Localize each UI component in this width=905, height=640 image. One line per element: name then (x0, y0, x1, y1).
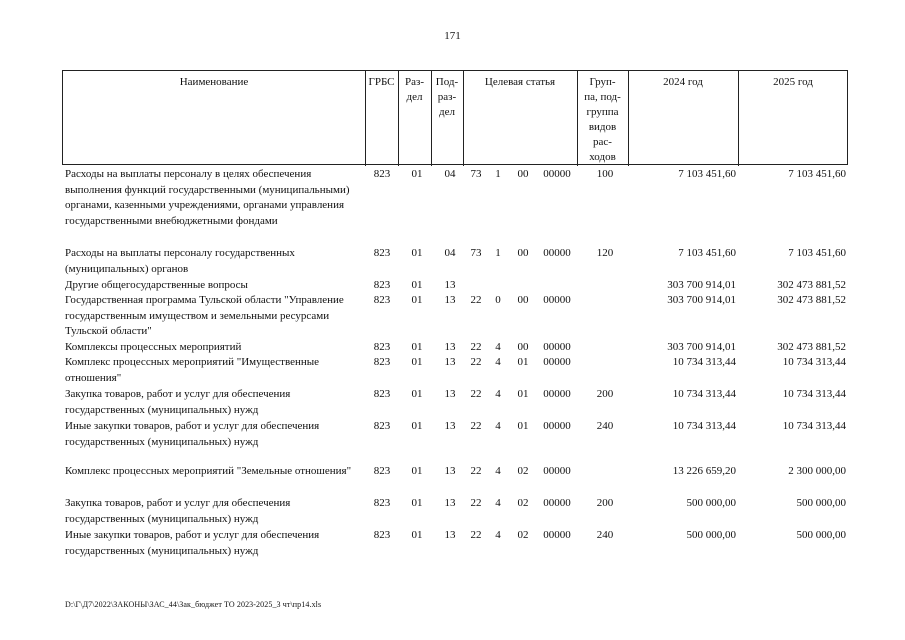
row-target-program: 22 (470, 465, 482, 477)
row-target-element: 01 (517, 356, 529, 368)
row-podrazdel: 13 (444, 465, 456, 477)
header-razdel: Раз- дел (404, 76, 424, 103)
row-target-program: 22 (470, 294, 482, 306)
row-razdel: 01 (411, 388, 423, 400)
row-amount-2025: 10 734 313,44 (782, 420, 846, 432)
row-razdel: 01 (411, 465, 423, 477)
row-grbs: 823 (373, 529, 391, 541)
row-razdel: 01 (411, 294, 423, 306)
row-grbs: 823 (373, 168, 391, 180)
row-amount-2025: 2 300 000,00 (788, 465, 846, 477)
row-grbs: 823 (373, 294, 391, 306)
row-target-direction: 00000 (543, 356, 571, 368)
row-grbs: 823 (373, 356, 391, 368)
row-podrazdel: 04 (444, 168, 456, 180)
row-amount-2024: 303 700 914,01 (667, 294, 736, 306)
header-group: Груп- па, под- группа видов рас- ходов (584, 76, 621, 163)
row-podrazdel: 13 (444, 497, 456, 509)
row-amount-2024: 7 103 451,60 (678, 247, 736, 259)
row-razdel: 01 (411, 356, 423, 368)
row-grbs: 823 (373, 247, 391, 259)
row-amount-2024: 500 000,00 (686, 529, 736, 541)
row-name: Государственная программа Тульской области "Управление государственным имуществом и земельными ресурсами Тульской области" (65, 294, 344, 337)
row-target-element: 01 (517, 388, 529, 400)
row-expense-group: 100 (596, 168, 614, 180)
row-target-subprogram: 1 (495, 247, 501, 259)
row-target-element: 00 (517, 341, 529, 353)
row-podrazdel: 13 (444, 388, 456, 400)
row-podrazdel: 13 (444, 279, 456, 291)
row-amount-2024: 10 734 313,44 (672, 420, 736, 432)
row-target-element: 02 (517, 497, 529, 509)
row-name: Другие общегосударственные вопросы (65, 279, 248, 291)
row-amount-2025: 302 473 881,52 (777, 279, 846, 291)
header-podrazdel: Под- раз- дел (435, 76, 459, 118)
row-target-element: 02 (517, 465, 529, 477)
page-number: 171 (444, 30, 461, 42)
row-podrazdel: 13 (444, 529, 456, 541)
row-target-program: 22 (470, 420, 482, 432)
row-target-subprogram: 4 (495, 420, 501, 432)
row-target-program: 73 (470, 168, 482, 180)
row-name: Иные закупки товаров, работ и услуг для обеспечения государственных (муниципальных) нужд (65, 420, 320, 448)
row-grbs: 823 (373, 497, 391, 509)
row-target-direction: 00000 (543, 388, 571, 400)
row-razdel: 01 (411, 168, 423, 180)
row-name: Расходы на выплаты персоналу государственных (муниципальных) органов (65, 247, 295, 275)
row-podrazdel: 13 (444, 420, 456, 432)
row-target-subprogram: 4 (495, 356, 501, 368)
row-target-program: 22 (470, 356, 482, 368)
row-amount-2024: 303 700 914,01 (667, 279, 736, 291)
row-name: Комплекс процессных мероприятий "Имущественные отношения" (65, 356, 319, 384)
row-target-subprogram: 4 (495, 497, 501, 509)
row-name: Комплексы процессных мероприятий (65, 341, 242, 353)
row-grbs: 823 (373, 279, 391, 291)
row-amount-2025: 7 103 451,60 (788, 247, 846, 259)
row-target-subprogram: 4 (495, 529, 501, 541)
row-amount-2024: 303 700 914,01 (667, 341, 736, 353)
row-target-subprogram: 4 (495, 388, 501, 400)
row-expense-group: 200 (596, 388, 614, 400)
row-amount-2024: 500 000,00 (686, 497, 736, 509)
row-grbs: 823 (373, 420, 391, 432)
table-header (62, 70, 848, 165)
row-target-direction: 00000 (543, 465, 571, 477)
row-razdel: 01 (411, 420, 423, 432)
row-target-subprogram: 0 (495, 294, 501, 306)
row-target-program: 73 (470, 247, 482, 259)
row-target-direction: 00000 (543, 497, 571, 509)
row-target-element: 01 (517, 420, 529, 432)
row-target-element: 02 (517, 529, 529, 541)
row-grbs: 823 (373, 341, 391, 353)
row-target-subprogram: 4 (495, 341, 501, 353)
row-podrazdel: 04 (444, 247, 456, 259)
row-razdel: 01 (411, 247, 423, 259)
row-name: Расходы на выплаты персоналу в целях обеспечения выполнения функций государственными (муниципальными) органами, казенными учреждениями, органами управления государственными внебюджетными фондами (65, 168, 350, 227)
row-amount-2024: 7 103 451,60 (678, 168, 736, 180)
row-razdel: 01 (411, 341, 423, 353)
row-podrazdel: 13 (444, 294, 456, 306)
row-amount-2024: 10 734 313,44 (672, 356, 736, 368)
row-target-element: 00 (517, 294, 529, 306)
row-expense-group: 120 (596, 247, 614, 259)
header-target-article: Целевая статья (484, 76, 556, 88)
row-expense-group: 240 (596, 420, 614, 432)
header-grbs: ГРБС (368, 76, 395, 88)
row-target-program: 22 (470, 529, 482, 541)
row-amount-2025: 500 000,00 (796, 529, 846, 541)
row-name: Комплекс процессных мероприятий "Земельные отношения" (65, 465, 352, 477)
row-target-direction: 00000 (543, 529, 571, 541)
row-target-program: 22 (470, 341, 482, 353)
row-target-subprogram: 4 (495, 465, 501, 477)
row-name: Закупка товаров, работ и услуг для обеспечения государственных (муниципальных) нужд (65, 388, 291, 416)
header-name: Наименование (179, 76, 249, 88)
row-target-direction: 00000 (543, 294, 571, 306)
row-target-element: 00 (517, 168, 529, 180)
row-name: Иные закупки товаров, работ и услуг для обеспечения государственных (муниципальных) нужд (65, 529, 320, 557)
row-amount-2024: 10 734 313,44 (672, 388, 736, 400)
row-amount-2025: 7 103 451,60 (788, 168, 846, 180)
row-razdel: 01 (411, 529, 423, 541)
row-target-element: 00 (517, 247, 529, 259)
row-razdel: 01 (411, 497, 423, 509)
header-2024: 2024 год (663, 76, 703, 88)
row-amount-2025: 302 473 881,52 (777, 341, 846, 353)
row-target-program: 22 (470, 388, 482, 400)
row-amount-2025: 10 734 313,44 (782, 356, 846, 368)
row-expense-group: 200 (596, 497, 614, 509)
row-target-subprogram: 1 (495, 168, 501, 180)
row-grbs: 823 (373, 388, 391, 400)
row-amount-2025: 500 000,00 (796, 497, 846, 509)
row-target-direction: 00000 (543, 168, 571, 180)
row-razdel: 01 (411, 279, 423, 291)
row-target-direction: 00000 (543, 420, 571, 432)
row-target-direction: 00000 (543, 341, 571, 353)
row-amount-2025: 302 473 881,52 (777, 294, 846, 306)
row-target-direction: 00000 (543, 247, 571, 259)
row-name: Закупка товаров, работ и услуг для обеспечения государственных (муниципальных) нужд (65, 497, 291, 525)
row-podrazdel: 13 (444, 356, 456, 368)
row-expense-group: 240 (596, 529, 614, 541)
row-grbs: 823 (373, 465, 391, 477)
row-amount-2024: 13 226 659,20 (672, 465, 736, 477)
file-path-footer: D:\Г\Д7\2022\ЗАКОНЫ\ЗАС_44\Зак_бюджет ТО 2023-2025_3 чт\пр14.xls (65, 600, 322, 609)
header-2025: 2025 год (773, 76, 813, 88)
row-amount-2025: 10 734 313,44 (782, 388, 846, 400)
row-podrazdel: 13 (444, 341, 456, 353)
row-target-program: 22 (470, 497, 482, 509)
